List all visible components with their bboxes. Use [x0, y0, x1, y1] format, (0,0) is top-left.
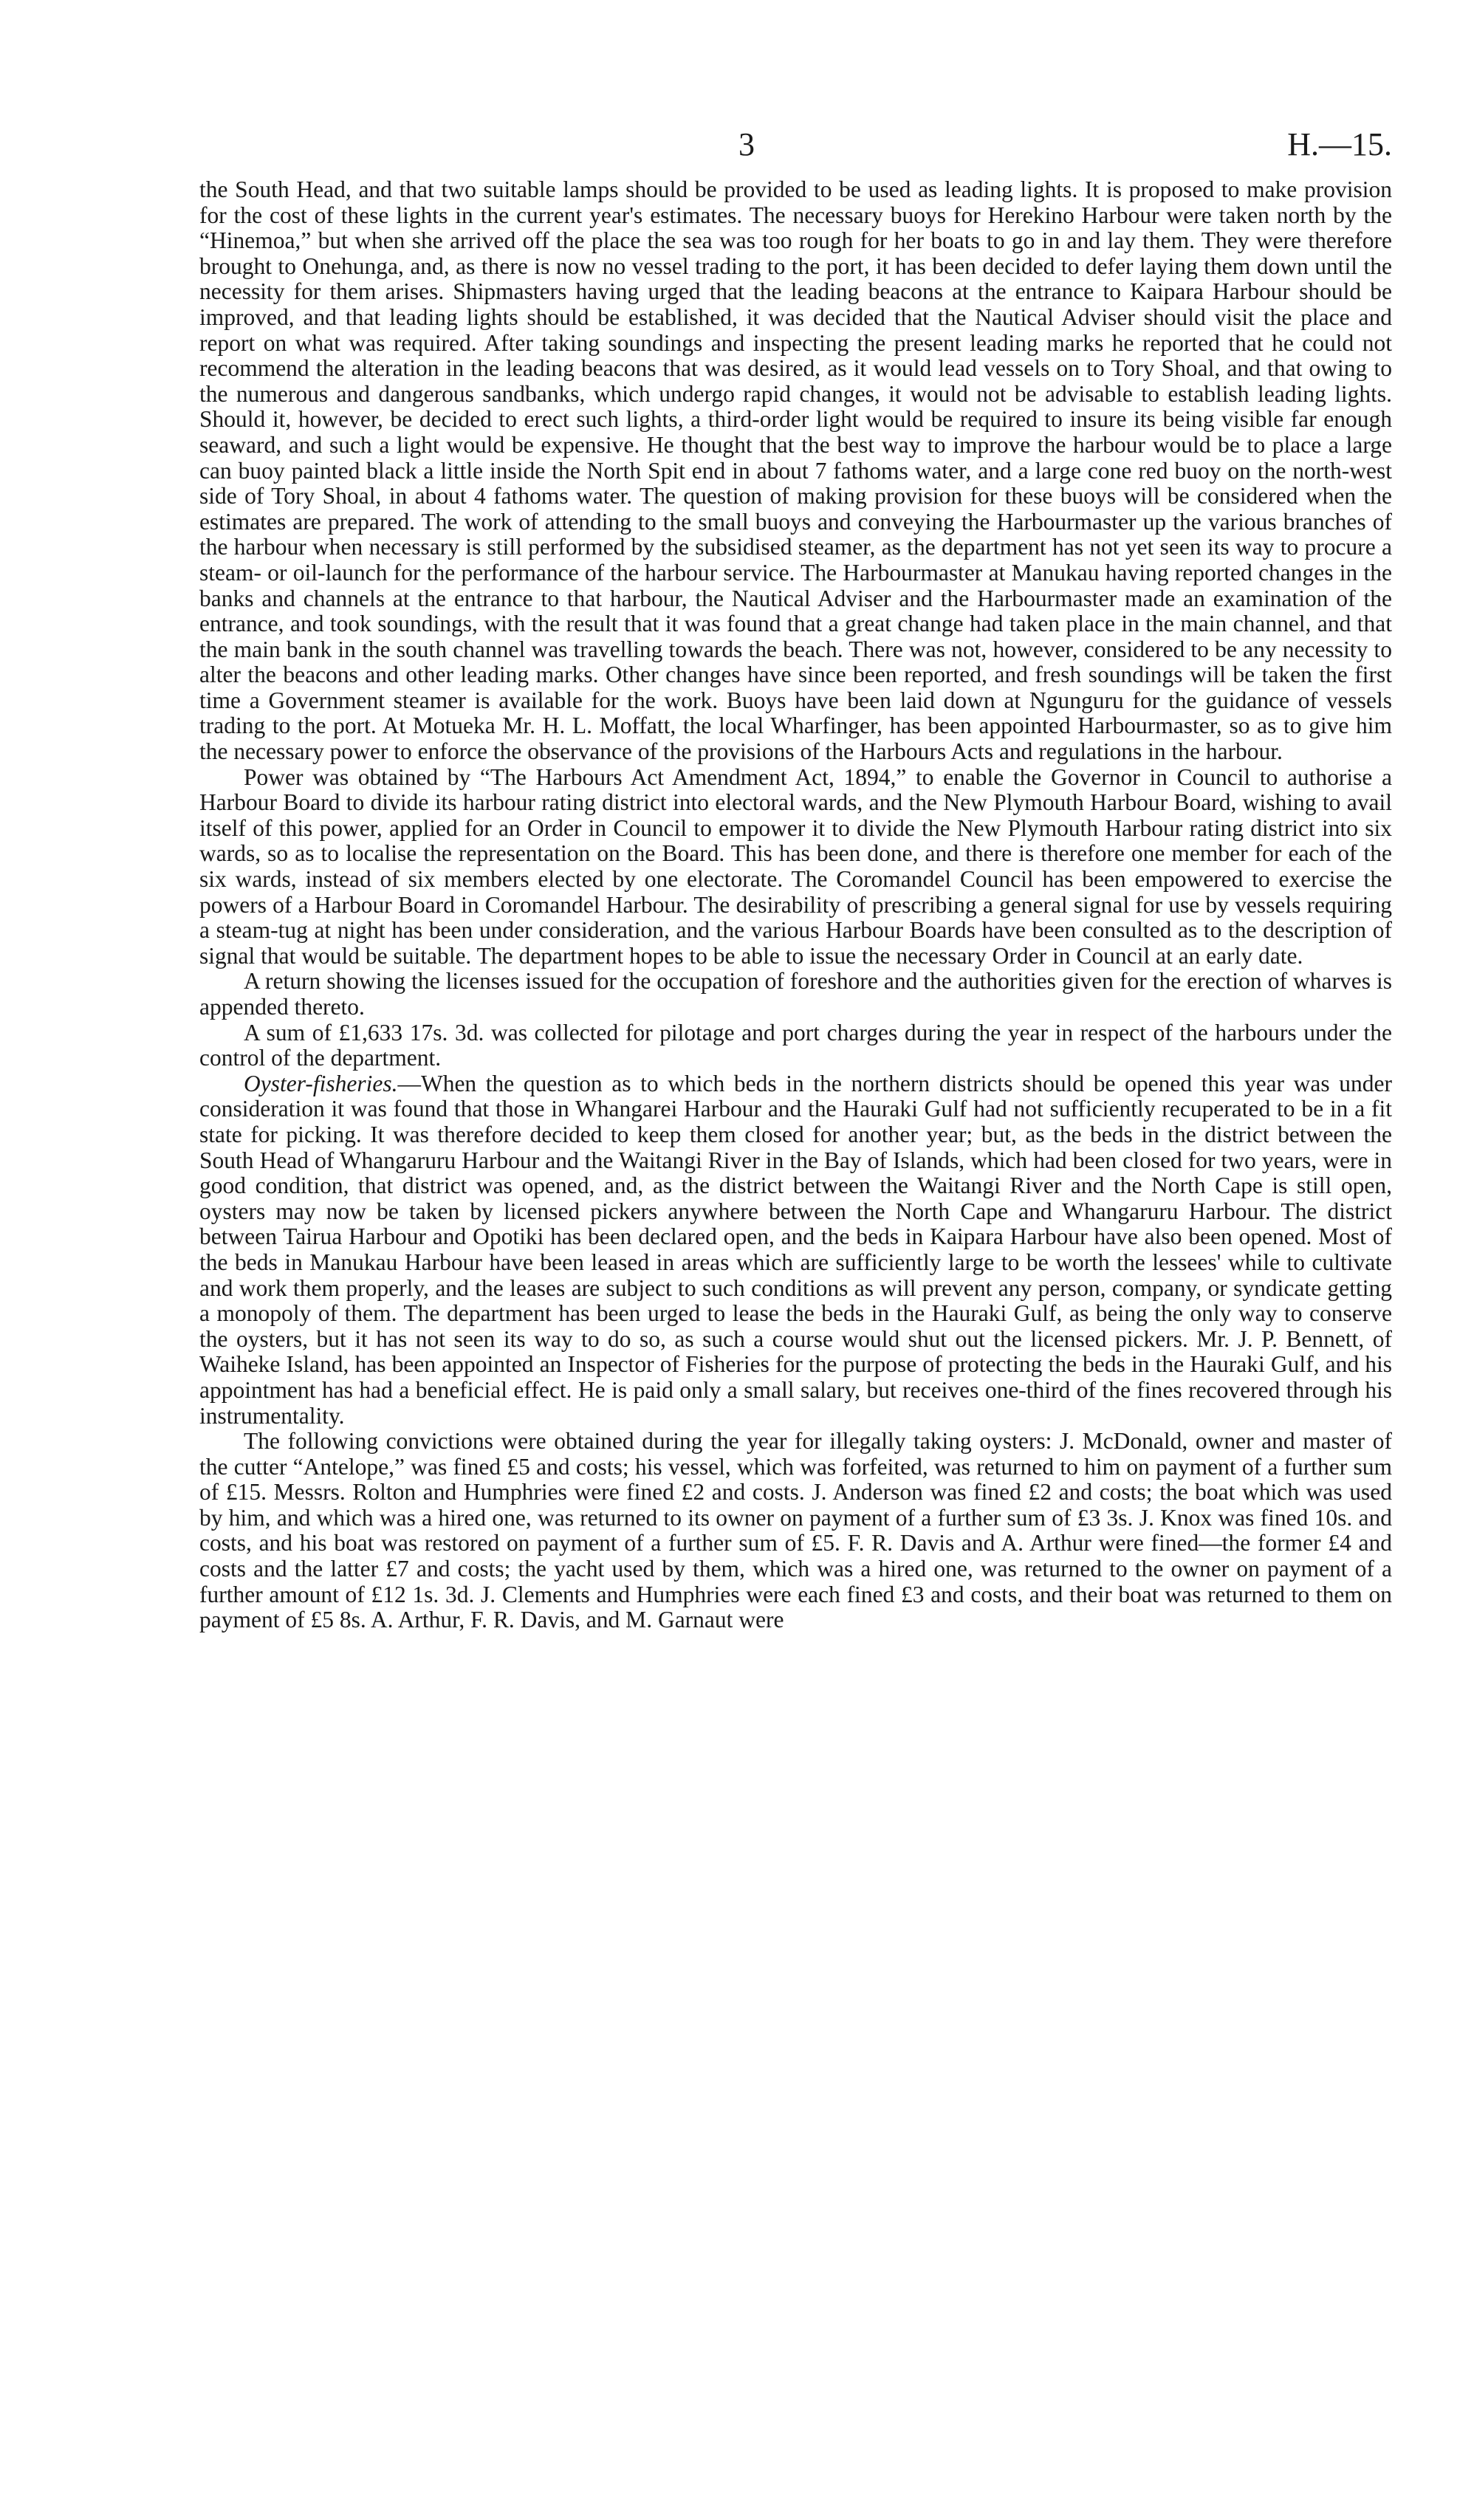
paragraph-harbour-lights: [199, 177, 1392, 765]
paragraph-text: —When the question as to which beds in the northern districts should be opened this year was under consideration it was found that those in Whangarei Harbour and the Hauraki Gulf had not sufficiently recuperated to be in a fit state for picking. It was therefore decided to keep them closed for another year; but, as the beds in the district between the South Head of Whangaruru Harbour and the Waitangi River in the Bay of Islands, which had been closed for two years, were in good condition, that district was opened, and, as the district between the Waitangi River and the North Cape is still open, oysters may now be taken by licensed pickers anywhere between the North Cape and Whangaruru Harbour. The district between Tairua Harbour and Opotiki has been declared open, and the beds in Kaipara Harbour have also been opened. Most of the beds in Manukau Harbour have been leased in areas which are sufficiently large to be worth the lessees' while to cultivate and work them properly, and the leases are subject to such conditions as will prevent any person, company, or syndicate getting a monopoly of them. The department has been urged to lease the beds in the Hauraki Gulf, as being the only way to conserve the oysters, but it has not seen its way to do so, as such a course would shut out the licensed pickers. Mr. J. P. Bennett, of Waiheke Island, has been appointed an Inspector of Fisheries for the purpose of protecting the beds in the Hauraki Gulf, and his appointment has had a beneficial effect. He is paid only a small salary, but receives one-third of the fines recovered through his instrumentality.: [199, 1070, 1392, 1429]
section-heading: Oyster-fisheries.: [244, 1070, 398, 1096]
page-header: [199, 126, 1392, 177]
paragraph-oyster-fisheries: [199, 1071, 1392, 1429]
document-reference: H.—15.: [1287, 126, 1392, 162]
page-number: 3: [738, 126, 755, 162]
body-text: [199, 177, 1392, 1633]
document-page: [199, 126, 1392, 2473]
paragraph-text: A return showing the licenses issued for the occupation of foreshore and the authorities given for the erection of wharves is appended thereto.: [199, 968, 1392, 1020]
paragraph-text: A sum of £1,633 17s. 3d. was collected for pilotage and port charges during the year in respect of the harbours under the control of the department.: [199, 1019, 1392, 1071]
paragraph-harbours-act: [199, 765, 1392, 969]
paragraph-pilotage-charges: [199, 1020, 1392, 1071]
paragraph-convictions: [199, 1429, 1392, 1633]
paragraph-text: The following convictions were obtained during the year for illegally taking oysters: J. McDonald, owner and master of the cutter “Antelope,” was fined £5 and costs; his vessel, which was forfeited, was returned to him on payment of a further sum of £15. Messrs. Rolton and Humphries were fined £2 and costs. J. Anderson was fined £2 and costs; the boat which was used by him, and which was a hired one, was returned to its owner on payment of a further sum of £3 3s. J. Knox was fined 10s. and costs, and his boat was restored on payment of a further sum of £5. F. R. Davis and A. Arthur were fined—the former £4 and costs and the latter £7 and costs; the yacht used by them, which was a hired one, was returned to the owner on payment of a further amount of £12 1s. 3d. J. Clements and Humphries were each fined £3 and costs, and their boat was returned to them on payment of £5 8s. A. Arthur, F. R. Davis, and M. Garnaut were: [199, 1428, 1392, 1633]
paragraph-text: the South Head, and that two suitable lamps should be provided to be used as leading lights. It is proposed to make provision for the cost of these lights in the current year's estimates. The necessary buoys for Herekino Harbour were taken north by the “Hinemoa,” but when she arrived off the place the sea was too rough for her boats to go in and lay them. They were therefore brought to Onehunga, and, as there is now no vessel trading to the port, it has been decided to defer laying them down until the necessity for them arises. Shipmasters having urged that the leading beacons at the entrance to Kaipara Harbour should be improved, and that leading lights should be established, it was decided that the Nautical Adviser should visit the place and report on what was required. After taking soundings and inspecting the present leading marks he reported that he could not recommend the alteration in the leading beacons that was desired, as it would lead vessels on to Tory Shoal, and that owing to the numerous and dangerous sandbanks, which undergo rapid changes, it would not be advisable to establish leading lights. Should it, however, be decided to erect such lights, a third-order light would be required to insure its being visible far enough seaward, and such a light would be expensive. He thought that the best way to improve the harbour would be to place a large can buoy painted black a little inside the North Spit end in about 7 fathoms water, and a large cone red buoy on the north-west side of Tory Shoal, in about 4 fathoms water. The question of making provision for these buoys will be considered when the estimates are prepared. The work of attending to the small buoys and conveying the Harbourmaster up the various branches of the harbour when necessary is still performed by the subsidised steamer, as the department has not yet seen its way to procure a steam- or oil-launch for the performance of the harbour service. The Harbourmaster at Manukau having reported changes in the banks and channels at the entrance to that harbour, the Nautical Adviser and the Harbourmaster made an examination of the entrance, and took soundings, with the result that it was found that a great change had taken place in the main channel, and that the main bank in the south channel was travelling towards the beach. There was not, however, considered to be any necessity to alter the beacons and other leading marks. Other changes have since been reported, and fresh soundings will be taken the first time a Government steamer is available for the work. Buoys have been laid down at Ngunguru for the guidance of vessels trading to the port. At Motueka Mr. H. L. Moffatt, the local Wharfinger, has been appointed Harbourmaster, so as to give him the necessary power to enforce the observance of the provisions of the Harbours Acts and regulations in the harbour.: [199, 176, 1392, 765]
paragraph-foreshore-licenses: [199, 969, 1392, 1020]
paragraph-text: Power was obtained by “The Harbours Act Amendment Act, 1894,” to enable the Governor in Council to authorise a Harbour Board to divide its harbour rating district into electoral wards, and the New Plymouth Harbour Board, wishing to avail itself of this power, applied for an Order in Council to empower it to divide the New Plymouth Harbour rating district into six wards, so as to localise the representation on the Board. This has been done, and there is therefore one member for each of the six wards, instead of six members elected by one electorate. The Coromandel Council has been empowered to exercise the powers of a Harbour Board in Coromandel Harbour. The desirability of prescribing a general signal for use by vessels requiring a steam-tug at night has been under consideration, and the various Harbour Boards have been consulted as to the description of signal that would be suitable. The department hopes to be able to issue the necessary Order in Council at an early date.: [199, 763, 1392, 969]
